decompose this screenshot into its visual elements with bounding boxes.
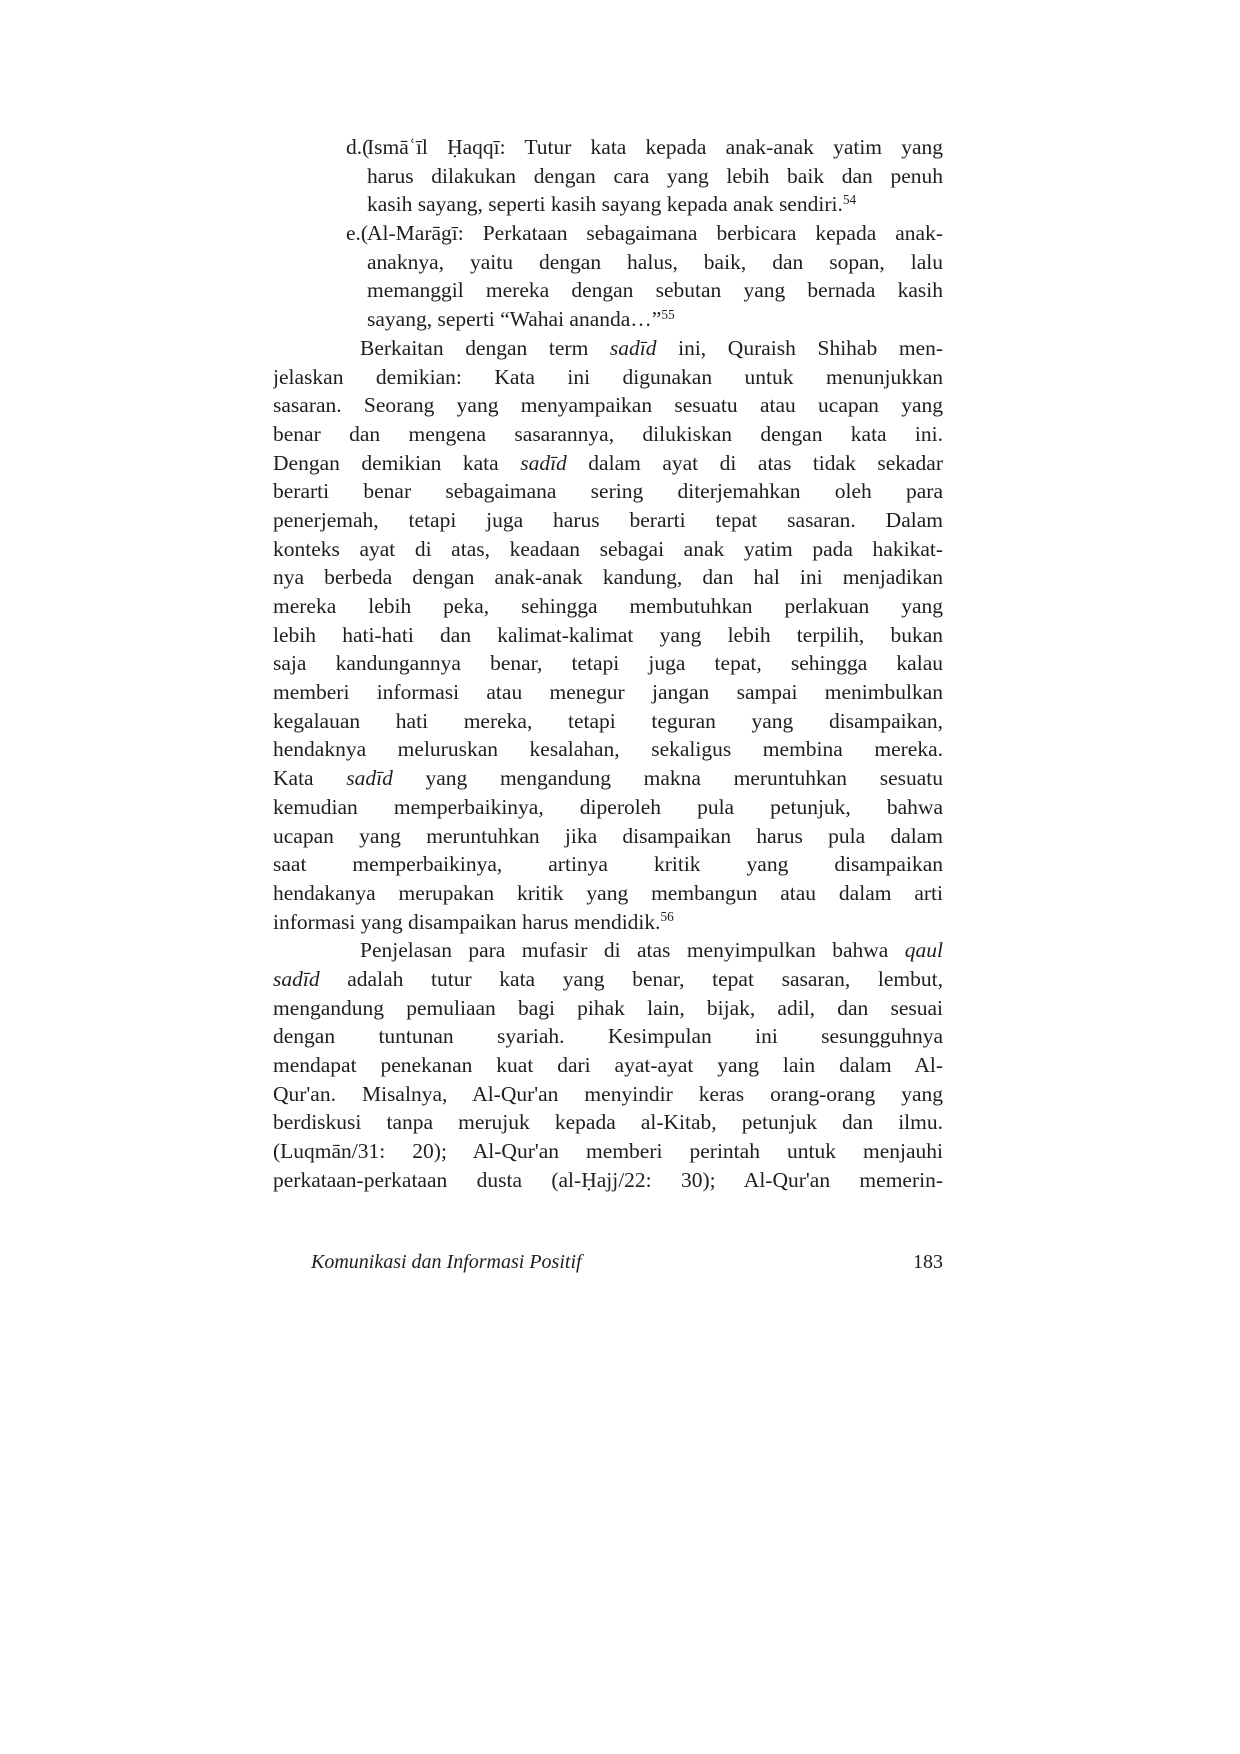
- text-line: Qur'an. Misalnya, Al-Qur'an menyindir keras orang-orang yang: [273, 1081, 943, 1106]
- text-line: sasaran. Seorang yang menyampaikan sesuatu atau ucapan yang: [273, 393, 943, 418]
- text-line: konteks ayat di atas, keadaan sebagai anak yatim pada hakikat-: [273, 536, 943, 561]
- text-line: ucapan yang meruntuhkan jika disampaikan harus pula dalam: [273, 823, 943, 848]
- text-line: berdiskusi tanpa merujuk kepada al-Kitab, petunjuk dan ilmu.: [273, 1110, 943, 1135]
- text-line: hendaknya meluruskan kesalahan, sekaligus membina mereka.: [273, 737, 943, 762]
- text-line: kegalauan hati mereka, tetapi teguran yang disampaikan,: [273, 708, 943, 733]
- text-line: mengandung pemuliaan bagi pihak lain, bijak, adil, dan sesuai: [273, 995, 943, 1020]
- text-line: jelaskan demikian: Kata ini digunakan untuk menunjukkan: [273, 364, 943, 389]
- list-marker: d.(: [346, 135, 370, 159]
- text-line: dengan tuntunan syariah. Kesimpulan ini sesungguhnya: [273, 1024, 943, 1049]
- text-line: penerjemah, tetapi juga harus berarti tepat sasaran. Dalam: [273, 507, 943, 532]
- footer-book-title: Komunikasi dan Informasi Positif: [311, 1251, 582, 1273]
- text-line: sayang, seperti “Wahai ananda…”$^{55}$: [367, 306, 675, 332]
- text-line: harus dilakukan dengan cara yang lebih baik dan penuh: [367, 163, 943, 188]
- text-line: lebih hati-hati dan kalimat-kalimat yang lebih terpilih, bukan: [273, 622, 943, 647]
- list-marker: e.(: [346, 221, 369, 246]
- text-line: Ismāʿīl Ḥaqqī: Tutur kata kepada anak-anak yatim yang: [367, 135, 943, 159]
- text-line: mendapat penekanan kuat dari ayat-ayat yang lain dalam Al-: [273, 1053, 943, 1077]
- text-line: memberi informasi atau menegur jangan sampai menimbulkan: [273, 680, 943, 705]
- text-line: kemudian memperbaikinya, diperoleh pula petunjuk, bahwa: [273, 794, 943, 819]
- text-line: mereka lebih peka, sehingga membutuhkan perlakuan yang: [273, 594, 943, 618]
- list-item: [273, 133, 943, 219]
- page-footer: [273, 1248, 943, 1276]
- text-line: (Luqmān/31: 20); Al-Qur'an memberi perintah untuk menjauhi: [273, 1139, 943, 1164]
- footer-page-number: 183: [913, 1251, 943, 1273]
- text-line: anaknya, yaitu dengan halus, baik, dan sopan, lalu: [367, 249, 943, 274]
- text-line: Dengan demikian kata sadīd dalam ayat di atas tidak sekadar: [273, 450, 943, 475]
- text-line: saat memperbaikinya, artinya kritik yang disampaikan: [273, 852, 943, 877]
- text-line: hendakanya merupakan kritik yang membangun atau dalam arti: [273, 880, 943, 905]
- text-line: perkataan-perkataan dusta (al-Ḥajj/22: 30); Al-Qur'an memerin-: [273, 1167, 943, 1192]
- footnote-reference: 54: [842, 192, 857, 208]
- text-line: Penjelasan para mufasir di atas menyimpulkan bahwa qaul: [360, 938, 943, 963]
- text-line: memanggil mereka dengan sebutan yang bernada kasih: [367, 278, 943, 303]
- text-line: Berkaitan dengan term sadīd ini, Quraish Shihab men-: [360, 335, 943, 360]
- paragraph: [273, 334, 943, 936]
- paragraph: [273, 936, 943, 1194]
- text-line: saja kandungannya benar, tetapi juga tepat, sehingga kalau: [273, 651, 943, 676]
- text-line: sadīd adalah tutur kata yang benar, tepat sasaran, lembut,: [273, 966, 943, 991]
- text-line: Kata sadīd yang mengandung makna meruntuhkan sesuatu: [273, 766, 943, 791]
- text-line: informasi yang disampaikan harus mendidik.$^{56}$: [273, 909, 674, 934]
- text-line: benar dan mengena sasarannya, dilukiskan dengan kata ini.: [273, 421, 943, 446]
- text-column: [273, 133, 943, 1194]
- footnote-reference: 55: [661, 306, 675, 322]
- footnote-reference: 56: [660, 909, 674, 925]
- text-line: berarti benar sebagaimana sering diterjemahkan oleh para: [273, 479, 943, 504]
- text-line: nya berbeda dengan anak-anak kandung, dan hal ini menjadikan: [273, 565, 943, 590]
- list-item: [273, 219, 943, 334]
- text-line: Al-Marāgī: Perkataan sebagaimana berbicara kepada anak-: [367, 221, 943, 246]
- text-line: kasih sayang, seperti kasih sayang kepada anak sendiri.$^{54}$: [367, 192, 857, 217]
